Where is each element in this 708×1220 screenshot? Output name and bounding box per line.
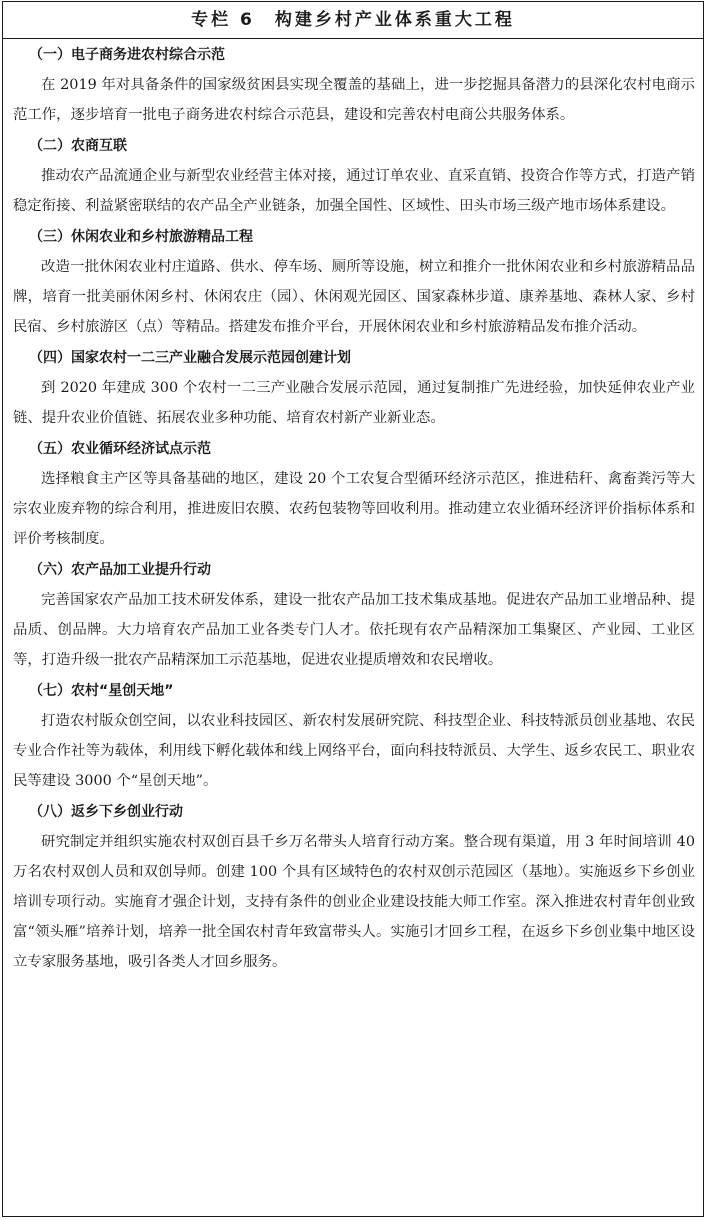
special-column-box — [2, 1, 704, 1217]
section-heading: （七）农村“星创天地” — [29, 683, 174, 699]
section-2 — [13, 131, 695, 221]
section-body: 研究制定并组织实施农村双创百县千乡万名带头人培育行动方案。整合现有渠道，用 3 年时间培训 40 万名农村双创人员和双创导师。创建 100 个具有区域特色的农村双创示范园区（基地）。实施返乡下乡创业培训专项行动。实施育才强企计划，支持有条件的创业企业建设技能大师工作室。深入推进农村青年创业致富“领头雁”培养计划，培养一批全国农村青年致富带头人。实施引才回乡工程，在返乡下乡创业集中地区设立专家服务基地，吸引各类人才回乡服务。 — [13, 834, 695, 970]
section-heading: （六）农产品加工业提升行动 — [29, 562, 211, 578]
section-heading: （一）电子商务进农村综合示范 — [29, 47, 225, 63]
section-3 — [13, 222, 695, 342]
section-body: 完善国家农产品加工技术研发体系，建设一批农产品加工技术集成基地。促进农产品加工业增品种、提品质、创品牌。大力培育农产品加工业各类专门人才。依托现有农产品精深加工集聚区、产业园、工业区等，打造升级一批农产品精深加工示范基地，促进农业提质增效和农民增收。 — [13, 592, 695, 668]
section-heading: （四）国家农村一二三产业融合发展示范园创建计划 — [29, 350, 351, 366]
column-content — [3, 40, 703, 977]
section-body: 在 2019 年对具备条件的国家级贫困县实现全覆盖的基础上，进一步挖掘具备潜力的县深化农村电商示范工作，逐步培育一批电子商务进农村综合示范县，建设和完善农村电商公共服务体系。 — [13, 77, 695, 123]
section-8 — [13, 797, 695, 977]
section-body: 推动农产品流通企业与新型农业经营主体对接，通过订单农业、直采直销、投资合作等方式，打造产销稳定衔接、利益紧密联结的农产品全产业链条，加强全国性、区域性、田头市场三级产地市场体系建设。 — [13, 168, 695, 214]
section-body: 到 2020 年建成 300 个农村一二三产业融合发展示范园，通过复制推广先进经验，加快延伸农业产业链、提升农业价值链、拓展农业多种功能、培育农村新产业新业态。 — [13, 380, 695, 426]
column-title: 专栏 6 构建乡村产业体系重大工程 — [3, 2, 703, 39]
section-body: 打造农村版众创空间，以农业科技园区、新农村发展研究院、科技型企业、科技特派员创业基地、农民专业合作社等为载体，利用线下孵化载体和线上网络平台，面向科技特派员、大学生、返乡农民工、职业农民等建设 3000 个“星创天地”。 — [13, 713, 695, 789]
section-heading: （五）农业循环经济试点示范 — [29, 441, 211, 457]
section-1 — [13, 40, 695, 130]
section-body: 改造一批休闲农业村庄道路、供水、停车场、厕所等设施，树立和推介一批休闲农业和乡村旅游精品品牌，培育一批美丽休闲乡村、休闲农庄（园）、休闲观光园区、国家森林步道、康养基地、森林人家、乡村民宿、乡村旅游区（点）等精品。搭建发布推介平台，开展休闲农业和乡村旅游精品发布推介活动。 — [13, 259, 695, 335]
section-6 — [13, 555, 695, 675]
section-7 — [13, 676, 695, 796]
section-body: 选择粮食主产区等具备基础的地区，建设 20 个工农复合型循环经济示范区，推进秸秆、禽畜粪污等大宗农业废弃物的综合利用，推进废旧农膜、农药包装物等回收利用。推动建立农业循环经济评价指标体系和评价考核制度。 — [13, 471, 695, 547]
section-heading: （八）返乡下乡创业行动 — [29, 804, 183, 820]
section-heading: （二）农商互联 — [29, 138, 127, 154]
section-5 — [13, 434, 695, 554]
section-4 — [13, 343, 695, 433]
section-heading: （三）休闲农业和乡村旅游精品工程 — [29, 229, 253, 245]
